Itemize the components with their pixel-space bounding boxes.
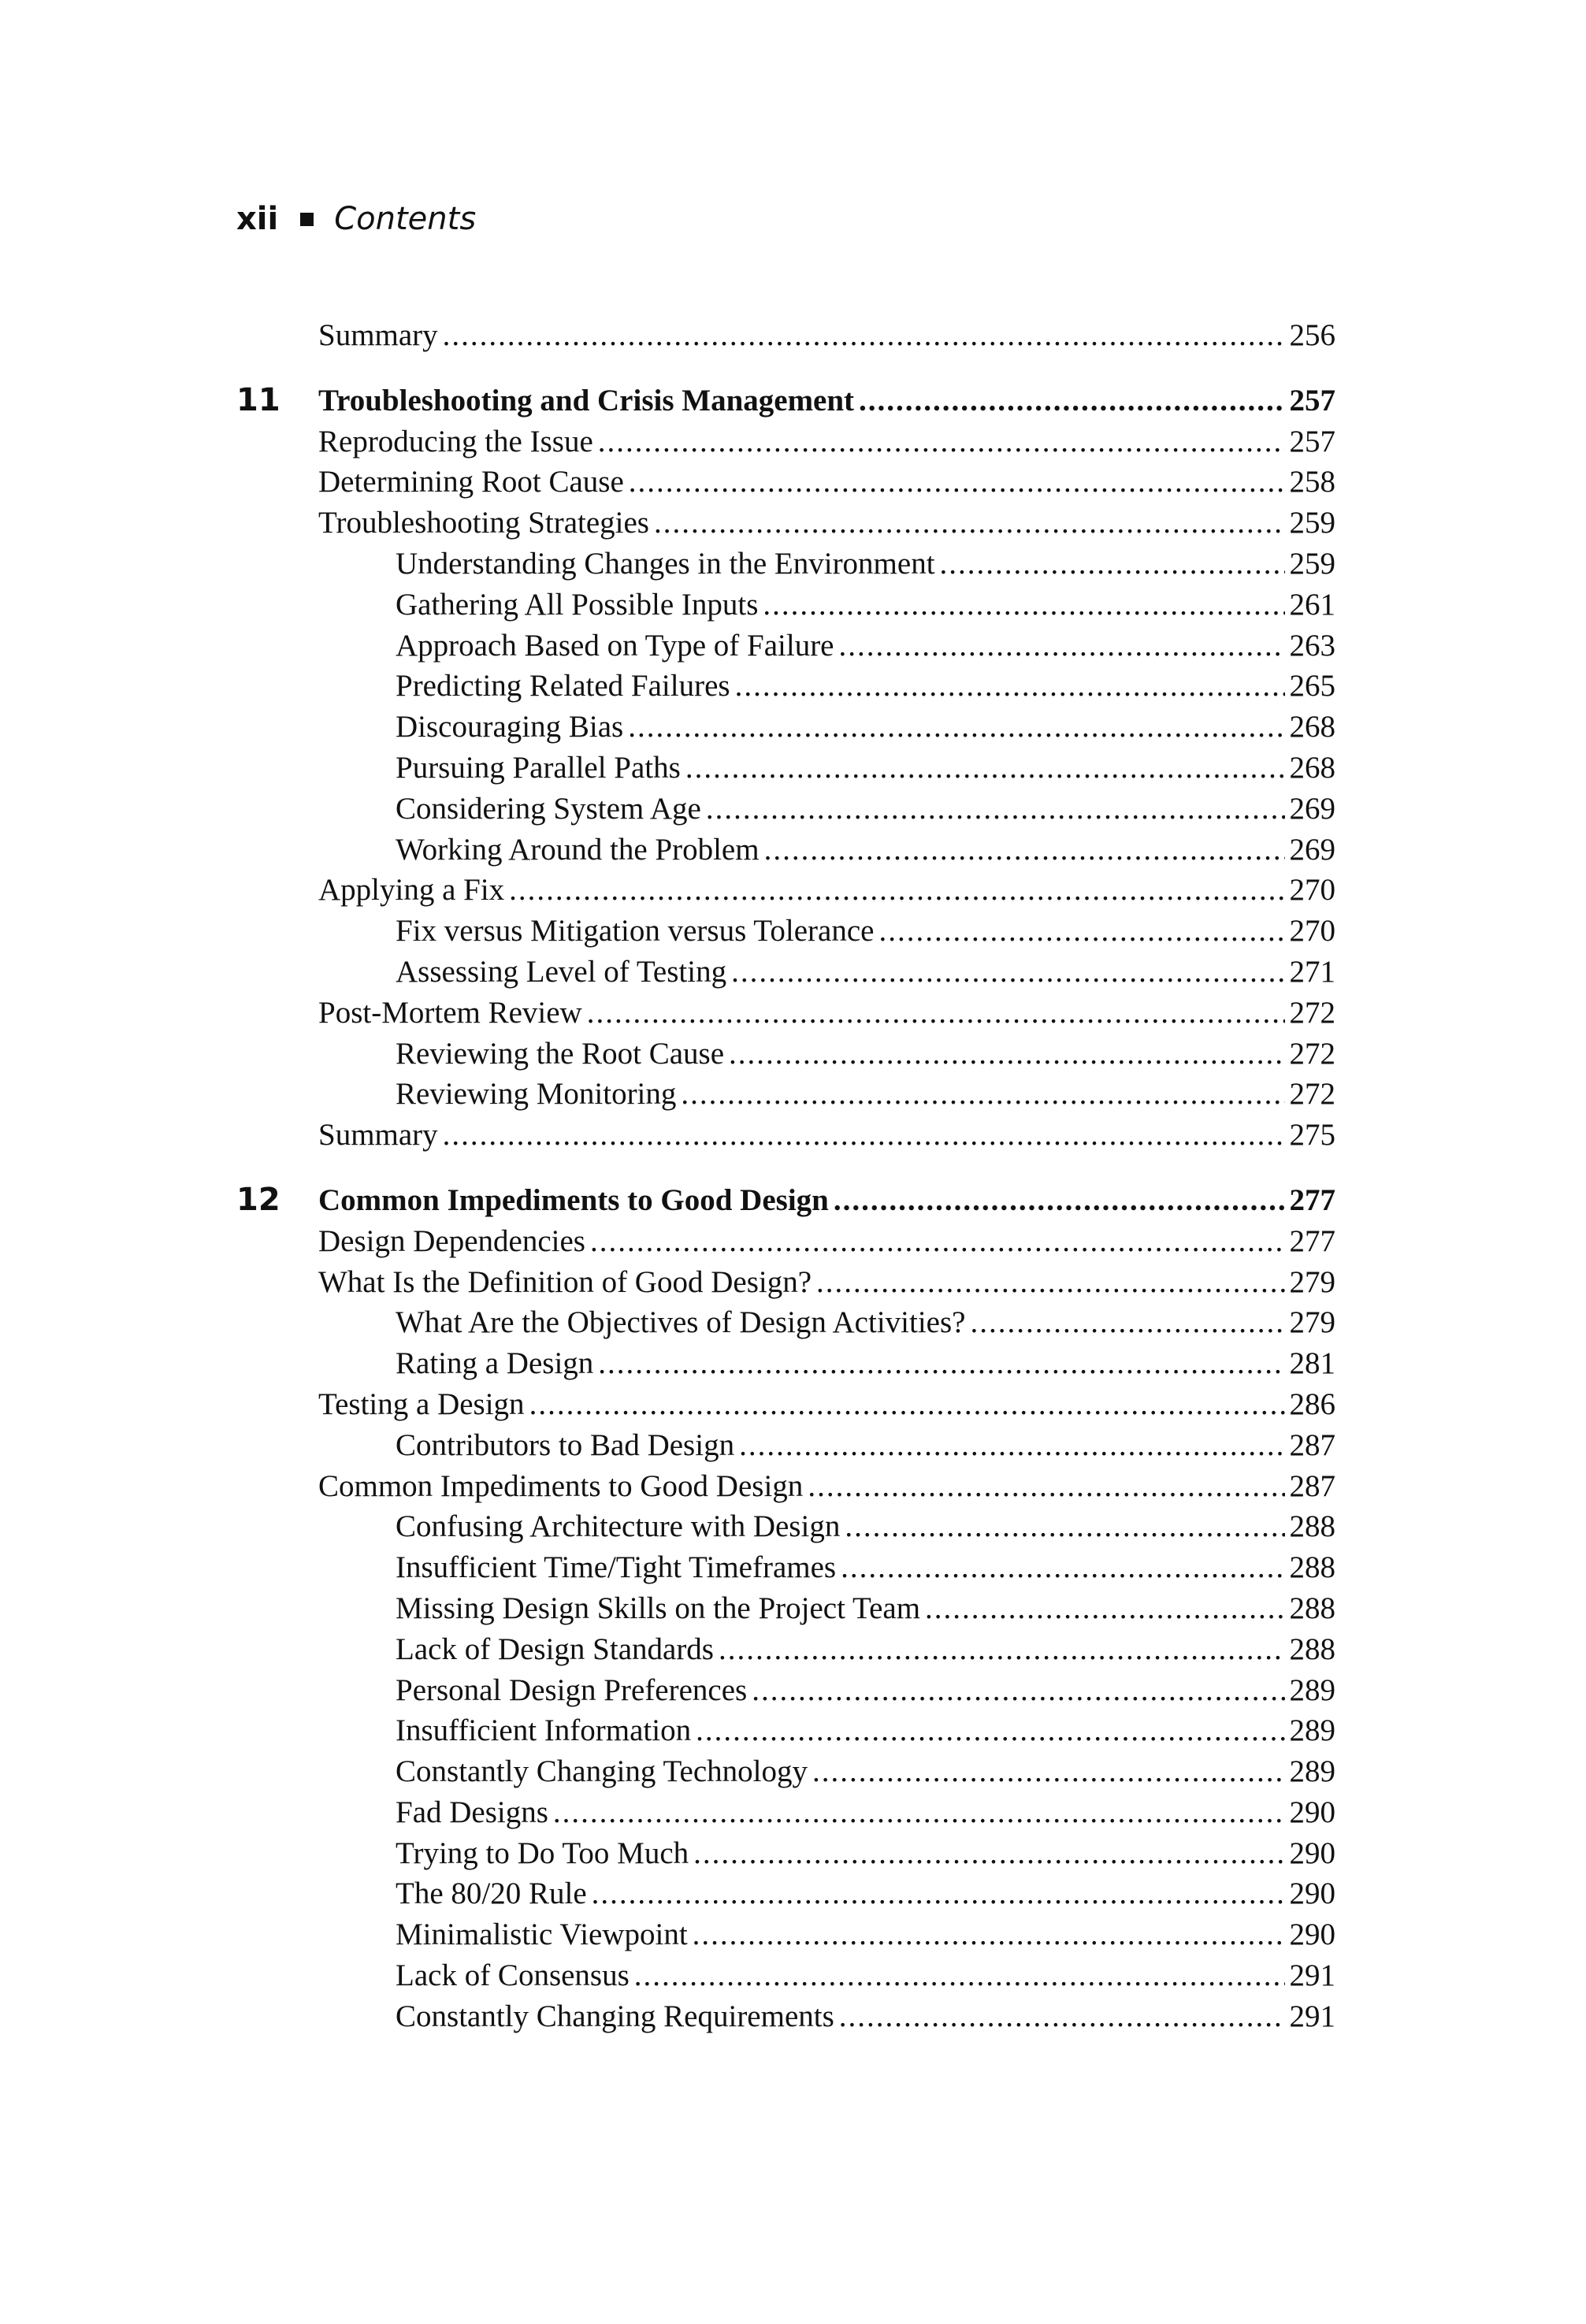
dot-leader <box>739 1425 1285 1466</box>
toc-page-number: 288 <box>1289 1591 1335 1625</box>
toc-page-number: 259 <box>1289 546 1335 581</box>
chapter-number: 12 <box>236 1181 280 1218</box>
toc-entry <box>236 1710 1335 1751</box>
toc-entry <box>236 1302 1335 1343</box>
toc-entry-title: Assessing Level of Testing <box>396 954 727 989</box>
toc-entry-title: Testing a Design <box>318 1387 525 1421</box>
toc-page-number: 277 <box>1289 1182 1335 1217</box>
toc-entry <box>236 1466 1335 1507</box>
toc-entry-title: Insufficient Time/Tight Timeframes <box>396 1550 837 1585</box>
dot-leader <box>529 1384 1285 1425</box>
dot-leader <box>834 1180 1285 1221</box>
dot-leader <box>735 666 1285 707</box>
toc-entry <box>236 626 1335 666</box>
running-head <box>236 195 476 243</box>
dot-leader <box>845 1506 1285 1547</box>
dot-leader <box>752 1670 1285 1711</box>
toc-entry-title: Understanding Changes in the Environment <box>396 546 935 581</box>
toc-entry-title: Design Dependencies <box>318 1223 585 1258</box>
toc-entry-title: Lack of Consensus <box>396 1958 630 1993</box>
toc-entry <box>236 789 1335 830</box>
toc-entry-title: Fad Designs <box>396 1795 548 1829</box>
toc-entry-title: Summary <box>318 1118 438 1153</box>
dot-leader <box>731 952 1285 993</box>
toc-entry-title: Reviewing the Root Cause <box>396 1036 725 1071</box>
toc-entry <box>236 1629 1335 1670</box>
toc-page-number: 287 <box>1289 1427 1335 1462</box>
toc-entry <box>236 544 1335 585</box>
toc-page-number: 258 <box>1289 465 1335 499</box>
dot-leader <box>628 707 1285 748</box>
toc-entry-title: Contributors to Bad Design <box>396 1427 735 1462</box>
toc-page-number: 288 <box>1289 1550 1335 1585</box>
dot-leader <box>629 462 1285 503</box>
toc-page-number: 261 <box>1289 587 1335 622</box>
toc-entry <box>236 1115 1335 1156</box>
toc-page-number: 281 <box>1289 1346 1335 1381</box>
toc-entry <box>236 1588 1335 1629</box>
dot-leader <box>634 1955 1285 1996</box>
toc-entry <box>236 830 1335 871</box>
dot-leader <box>592 1873 1285 1914</box>
toc-page-number: 268 <box>1289 750 1335 785</box>
toc-entry-title: Applying a Fix <box>318 873 505 908</box>
toc-page-number: 268 <box>1289 710 1335 744</box>
toc-entry-title: Fix versus Mitigation versus Tolerance <box>396 914 875 949</box>
toc-entry <box>236 911 1335 952</box>
toc-page-number: 272 <box>1289 1077 1335 1112</box>
dot-leader <box>587 993 1285 1034</box>
toc-entry <box>236 1506 1335 1547</box>
toc-entry <box>236 1262 1335 1303</box>
toc-entry <box>236 666 1335 707</box>
toc-page-number: 290 <box>1289 1795 1335 1829</box>
toc-page-number: 259 <box>1289 506 1335 540</box>
dot-leader <box>839 1996 1285 2037</box>
dot-leader <box>808 1466 1285 1507</box>
running-head-title: Contents <box>334 201 477 237</box>
toc-entry-title: Lack of Design Standards <box>396 1632 714 1666</box>
table-of-contents <box>236 315 1335 2037</box>
toc-page-number: 257 <box>1289 383 1335 418</box>
dot-leader <box>685 748 1285 789</box>
toc-entry-title: Constantly Changing Technology <box>396 1754 808 1789</box>
dot-leader <box>970 1302 1285 1343</box>
toc-entry-title: Missing Design Skills on the Project Team <box>396 1591 921 1625</box>
dot-leader <box>590 1221 1285 1262</box>
toc-entry-title: Predicting Related Failures <box>396 669 730 704</box>
dot-leader <box>816 1262 1285 1303</box>
dot-leader <box>696 1710 1285 1751</box>
toc-entry-title: Trying to Do Too Much <box>396 1836 689 1870</box>
toc-page-number: 289 <box>1289 1713 1335 1748</box>
toc-entry <box>236 1833 1335 1874</box>
toc-entry <box>236 952 1335 993</box>
toc-entry-title: Troubleshooting and Crisis Management <box>318 383 855 418</box>
toc-entry-title: What Are the Objectives of Design Activities? <box>396 1305 966 1340</box>
toc-entry-title: Post-Mortem Review <box>318 995 582 1030</box>
dot-leader <box>859 381 1285 421</box>
toc-page-number: 291 <box>1289 1999 1335 2033</box>
toc-page-number: 290 <box>1289 1836 1335 1870</box>
dot-leader <box>764 830 1285 871</box>
dot-leader <box>706 789 1285 830</box>
square-bullet-icon <box>300 213 314 226</box>
toc-entry-title: Working Around the Problem <box>396 832 760 867</box>
toc-entry-title: Minimalistic Viewpoint <box>396 1917 688 1952</box>
toc-page-number: 287 <box>1289 1468 1335 1503</box>
dot-leader <box>878 911 1285 952</box>
toc-page-number: 263 <box>1289 628 1335 663</box>
toc-entry <box>236 1221 1335 1262</box>
toc-page-number: 256 <box>1289 318 1335 352</box>
toc-entry-title: Gathering All Possible Inputs <box>396 587 759 622</box>
toc-entry-title: The 80/20 Rule <box>396 1877 587 1911</box>
dot-leader <box>839 626 1286 666</box>
toc-entry <box>236 421 1335 462</box>
toc-entry <box>236 1955 1335 1996</box>
toc-page-number: 257 <box>1289 424 1335 458</box>
toc-entry-title: Troubleshooting Strategies <box>318 506 649 540</box>
dot-leader <box>598 1343 1285 1384</box>
toc-entry-title: Reviewing Monitoring <box>396 1077 677 1112</box>
toc-page-number: 269 <box>1289 791 1335 826</box>
toc-entry-title: Common Impediments to Good Design <box>318 1182 829 1217</box>
toc-entry-title: Considering System Age <box>396 791 701 826</box>
toc-page-number: 265 <box>1289 669 1335 704</box>
toc-entry <box>236 1670 1335 1711</box>
toc-entry-title: Common Impediments to Good Design <box>318 1468 804 1503</box>
toc-page-number: 270 <box>1289 873 1335 908</box>
toc-entry-title: What Is the Definition of Good Design? <box>318 1264 812 1299</box>
toc-entry <box>236 1343 1335 1384</box>
dot-leader <box>654 503 1285 544</box>
toc-entry <box>236 1384 1335 1425</box>
toc-entry <box>236 1751 1335 1792</box>
toc-entry-title: Discouraging Bias <box>396 710 624 744</box>
toc-entry <box>236 1074 1335 1115</box>
toc-page-number: 288 <box>1289 1509 1335 1544</box>
toc-entry-title: Determining Root Cause <box>318 465 624 499</box>
toc-entry-title: Personal Design Preferences <box>396 1672 748 1707</box>
toc-entry <box>236 1873 1335 1914</box>
toc-entry <box>236 585 1335 626</box>
toc-entry <box>236 707 1335 748</box>
dot-leader <box>509 870 1285 911</box>
toc-page-number: 272 <box>1289 995 1335 1030</box>
toc-entry <box>236 1914 1335 1955</box>
toc-chapter-entry <box>236 381 1335 421</box>
toc-page-number: 275 <box>1289 1118 1335 1153</box>
toc-entry <box>236 1996 1335 2037</box>
toc-entry <box>236 1034 1335 1075</box>
toc-page-number: 290 <box>1289 1917 1335 1952</box>
toc-entry-title: Summary <box>318 318 438 352</box>
dot-leader <box>681 1074 1285 1115</box>
toc-entry-title: Rating a Design <box>396 1346 594 1381</box>
toc-entry <box>236 1425 1335 1466</box>
toc-entry-title: Reproducing the Issue <box>318 424 593 458</box>
dot-leader <box>841 1547 1285 1588</box>
toc-page-number: 290 <box>1289 1877 1335 1911</box>
toc-page-number: 291 <box>1289 1958 1335 1993</box>
dot-leader <box>729 1034 1285 1075</box>
toc-page-number: 279 <box>1289 1305 1335 1340</box>
toc-entry <box>236 315 1335 356</box>
dot-leader <box>940 544 1285 585</box>
toc-entry-title: Insufficient Information <box>396 1713 692 1748</box>
dot-leader <box>763 585 1285 626</box>
toc-entry-title: Constantly Changing Requirements <box>396 1999 834 2033</box>
toc-entry <box>236 870 1335 911</box>
toc-entry-title: Confusing Architecture with Design <box>396 1509 841 1544</box>
toc-page-number: 289 <box>1289 1672 1335 1707</box>
toc-chapter-entry <box>236 1180 1335 1221</box>
dot-leader <box>925 1588 1285 1629</box>
page-folio: xii <box>236 201 279 237</box>
toc-entry <box>236 993 1335 1034</box>
toc-page-number: 271 <box>1289 954 1335 989</box>
toc-page-number: 289 <box>1289 1754 1335 1789</box>
dot-leader <box>598 421 1285 462</box>
dot-leader <box>443 1115 1285 1156</box>
toc-page-number: 288 <box>1289 1632 1335 1666</box>
dot-leader <box>719 1629 1285 1670</box>
toc-entry <box>236 503 1335 544</box>
toc-entry-title: Approach Based on Type of Failure <box>396 628 834 663</box>
toc-page-number: 279 <box>1289 1264 1335 1299</box>
dot-leader <box>553 1792 1285 1833</box>
dot-leader <box>693 1833 1285 1874</box>
toc-entry-title: Pursuing Parallel Paths <box>396 750 681 785</box>
chapter-number: 11 <box>236 381 280 418</box>
toc-page-number: 286 <box>1289 1387 1335 1421</box>
toc-entry <box>236 462 1335 503</box>
dot-leader <box>693 1914 1285 1955</box>
toc-page-number: 270 <box>1289 914 1335 949</box>
toc-entry <box>236 748 1335 789</box>
toc-page-number: 277 <box>1289 1223 1335 1258</box>
dot-leader <box>443 315 1285 356</box>
toc-entry <box>236 1792 1335 1833</box>
toc-page-number: 269 <box>1289 832 1335 867</box>
toc-page-number: 272 <box>1289 1036 1335 1071</box>
toc-entry <box>236 1547 1335 1588</box>
dot-leader <box>812 1751 1285 1792</box>
